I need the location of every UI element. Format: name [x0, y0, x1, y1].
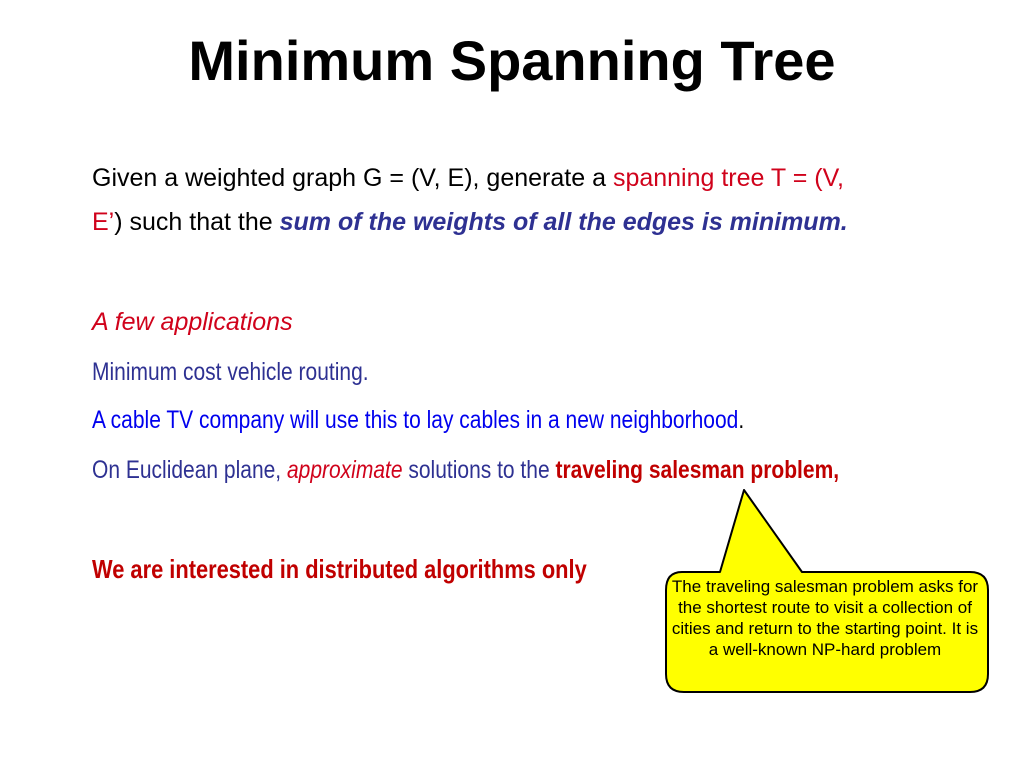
intro-line-1	[92, 164, 972, 193]
application-item-2-period: .	[738, 406, 745, 434]
intro-line-2	[92, 208, 972, 237]
intro-spanning-tree: spanning tree T = (V,	[612, 164, 844, 192]
interest-note: We are interested in distributed algorithms only	[92, 554, 587, 584]
application-item-3-a: On Euclidean plane,	[92, 456, 287, 484]
intro-text-1: Given a weighted graph G = (V, E), generate a	[92, 164, 613, 192]
application-item-3	[92, 456, 840, 485]
callout-text: The traveling salesman problem asks for the shortest route to visit a collection of cities and return to the starting point. It is a well-known NP-hard problem	[671, 577, 979, 659]
slide-title: Minimum Spanning Tree	[188, 29, 836, 92]
applications-heading: A few applications	[92, 308, 293, 336]
application-item-3-comma: ,	[833, 456, 840, 484]
application-item-3-b: solutions to the	[402, 456, 556, 484]
application-item-3-approximate: approximate	[286, 456, 403, 484]
application-item-2-text: A cable TV company will use this to lay cables in a new neighborhood	[92, 406, 739, 434]
application-item-3-tsp: traveling salesman problem	[555, 456, 834, 484]
application-item-1: Minimum cost vehicle routing.	[92, 358, 369, 386]
intro-emphasis: sum of the weights of all the edges is minimum.	[279, 208, 848, 236]
intro-e-prime: E’	[92, 208, 115, 236]
application-item-2	[92, 406, 831, 435]
intro-text-2: ) such that the	[114, 208, 280, 236]
